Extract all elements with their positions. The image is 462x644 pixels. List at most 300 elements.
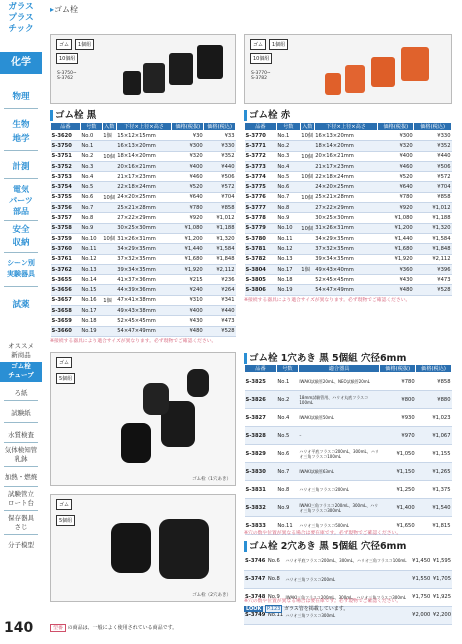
footer-note: 型番 の商品は、一般によく使用されている商品です。 [50,624,177,631]
breadcrumb: ▸ゴム栓 [50,5,79,14]
table-cell [102,326,116,336]
look-page-link[interactable]: P.123 [266,606,281,612]
table-cell: ¥215 [172,275,204,285]
table-cell: S-3655 [51,275,81,285]
table-cell: S-3833 [245,517,277,535]
table-cell [102,306,116,316]
table-cell: No.4 [80,172,102,182]
section-title-black: ゴム栓 黒 [50,107,96,121]
table-cell: S-3760 [51,244,81,254]
table-row [51,203,236,213]
table-row [245,223,452,233]
table-row [245,264,452,274]
table-cell: No.18 [276,275,300,285]
table-cell: ¥400 [172,306,204,316]
table-cell: ¥1,450 [411,552,432,570]
table-row [245,192,452,202]
table-cell: ¥1,750 [411,588,432,606]
table-row [245,182,452,192]
table-row [245,499,452,517]
table-cell: ¥1,848 [414,244,452,254]
table-cell: 16×13×20mm [314,131,378,141]
table-cell: ¥1,584 [204,244,236,254]
table-cell: No.6 [276,445,298,463]
one-hole-table: 品番 号数 適合器具 価格(税抜) 価格(税込) S-3825 No.1 IWAKI試験管20mL、NEO試験管20mL ¥780 ¥858 S-3826 No.2 18mm試験管用、ハリオ丸底フラスコ100mL ¥800 ¥880 S-3827 No.4 IWAKI試験管50mL ¥930 ¥1,023 S-3828 No.5 – ¥970 ¥1,067 S-3829 No.6 ハリオ平底フラスコ200mL、300mL、ハリオ三角フラスコ100mL ¥1,050 ¥1,155 S-3830 No.7 IWAKI試験管63mL ¥1,150 ¥1,265 S-3831 No.8 ハリオ三角フラスコ200mL ¥1,250 ¥1,375 S-3832 No.9 IWAKI三角フラスコ200mL、300mL、ハリオ三角フラスコ300mL ¥1,400 ¥1,540 S-3833 No.11 ハリオ三角フラスコ500mL ¥1,650 ¥1,815 [244,364,452,535]
one-hole-note: ※穴の数や位置が異なる場合は要在庫です。必ず現物でご確認ください。 [244,531,402,536]
table-row [51,233,236,243]
table-cell: 10個 [300,192,314,202]
table-cell: S-3832 [245,499,277,517]
table-cell: No.3 [276,151,300,161]
table-cell: ¥396 [414,264,452,274]
sidebar-item-safety[interactable]: 安全 収納 [12,225,30,248]
table-cell [300,161,314,171]
table-cell: 10個 [102,192,116,202]
table-cell: S-3658 [51,306,81,316]
table-cell: 18×14×20mm [314,141,378,151]
table-cell: No.6 [276,182,300,192]
table-row [51,244,236,254]
table-cell: ¥320 [378,141,414,151]
table-cell: No.18 [80,316,102,326]
table-cell: ¥920 [172,213,204,223]
table-cell: ¥1,023 [416,409,452,427]
table-cell [102,141,116,151]
table-cell: 25×21×28mm [116,203,172,213]
table-cell: No.1 [276,131,300,141]
table-cell: IWAKI三角フラスコ200mL、300mL、ハリオ三角フラスコ300mL [298,499,379,517]
table-cell [300,244,314,254]
table-cell: ¥704 [204,192,236,202]
table-cell: 44×39×36mm [116,285,172,295]
table-cell: No.7 [276,463,298,481]
table-row [245,481,452,499]
table-row [51,161,236,171]
table-row [51,192,236,202]
photo-caption: ゴム栓（2穴あき） [192,593,231,598]
sidebar-item-reagent[interactable]: 試薬 [12,300,30,310]
table-cell: S-3656 [51,285,81,295]
table-cell: S-3757 [51,213,81,223]
table-cell: S-3830 [245,463,277,481]
table-cell: No.10 [80,233,102,243]
table-cell: No.17 [80,306,102,316]
table-row [245,161,452,171]
sidebar-sub-filter[interactable]: ろ紙 [14,389,28,397]
table-cell: ハリオ平底フラスコ200mL、300mL、ハリオ三角フラスコ100mL [298,445,379,463]
table-cell: No.5 [80,182,102,192]
table-cell [102,244,116,254]
table-cell: ¥880 [416,391,452,409]
table-cell: ¥1,815 [416,517,452,535]
table-cell [102,316,116,326]
pack-tag: 1個組 [269,39,288,50]
table-cell: No.10 [276,223,300,233]
section-title-1hole: ゴム栓 1穴あき 黒 5個組 穴径6mm [244,350,406,364]
section-title-2hole: ゴム栓 2穴あき 黒 5個組 穴径6mm [244,538,406,552]
table-cell: S-3754 [51,182,81,192]
table-cell: No.11 [276,517,298,535]
table-row [51,254,236,264]
table-cell: ¥1,680 [378,244,414,254]
table-cell: ¥480 [172,326,204,336]
table-cell: ¥1,705 [431,570,452,588]
table-cell: 31×26×31mm [116,233,172,243]
table-cell: ¥640 [172,192,204,202]
table-cell: ¥320 [172,151,204,161]
sidebar-sub-heating[interactable]: 加熱・燃焼 [4,473,38,481]
table-cell: No.19 [80,326,102,336]
table-row [51,306,236,316]
table-cell: 18mm試験管用、ハリオ丸底フラスコ100mL [298,391,379,409]
table-cell: 27×22×29mm [314,203,378,213]
table-cell: S-3751 [51,151,81,161]
table-cell: ¥1,440 [172,244,204,254]
table-cell: 1個 [300,264,314,274]
table-cell: ¥1,012 [414,203,452,213]
table-cell: No.16 [80,295,102,305]
table-cell: No.8 [80,213,102,223]
sidebar-item-chemistry[interactable]: 化学 [0,52,42,74]
table-cell: ¥1,584 [414,233,452,243]
table-cell: 47×41×38mm [116,295,172,305]
table-cell: 25×21×28mm [314,192,378,202]
table-cell: 1個 [102,295,116,305]
table-cell: S-3781 [245,244,277,254]
table-cell: IWAKI試験管20mL、NEO試験管20mL [298,373,379,391]
table-cell: 49×43×40mm [314,264,378,274]
table-row [245,285,452,295]
table-cell: ¥1,440 [378,233,414,243]
sidebar-sub-gas[interactable]: 気体検知管 乳鉢 [4,446,38,463]
sidebar-sub-new[interactable]: オススメ 新商品 [8,342,34,359]
table-cell: S-3620 [51,131,81,141]
table-cell: ¥2,000 [411,606,432,624]
table-cell: ¥1,200 [172,233,204,243]
table-row [244,552,452,570]
product-photo-black [50,34,236,104]
material-tag: ゴム [56,39,72,50]
table-cell: 20×16×21mm [314,151,378,161]
sidebar [0,0,42,644]
table-cell: ¥1,150 [380,463,416,481]
table-cell [102,203,116,213]
table-cell: No.2 [276,391,298,409]
table-cell: No.0 [80,131,102,141]
table-cell: ¥1,188 [204,223,236,233]
table-row [51,275,236,285]
table-cell: ¥2,112 [204,264,236,274]
two-hole-note: ※穴の数や位置が異なる場合は要在庫です。必ず現物でご確認ください。 [244,599,402,604]
table-row [51,213,236,223]
table-row [51,223,236,233]
table-cell: 1個 [102,131,116,141]
table-row [51,172,236,182]
red-note: ※接続する器具により適合サイズが異なります。必ず現物でご確認ください。 [244,298,411,303]
table-cell: 16×13×20mm [116,141,172,151]
table-cell: 18×14×20mm [116,151,172,161]
sidebar-item-measurement[interactable]: 計測 [12,162,30,172]
table-cell: ¥300 [378,131,414,141]
sidebar-sub-water[interactable]: 水質検査 [8,431,34,439]
product-photo-red [244,34,452,104]
black-stopper-table: 品番 号数 入数 下径×上径×高さ 価格(税抜) 価格(税込) S-3620 No.0 1個 15×12×15mm ¥30 ¥33 S-3750 No.1 16×13×20mm ¥300 ¥330 S-3751 No.2 10個 18×14×20mm ¥320 ¥352 S-3752 No.3 20×16×21mm ¥400 ¥440 S-3753 No.4 21×17×23mm ¥460 ¥506 S-3754 No.5 22×18×24mm ¥520 ¥572 S-3755 No.6 10個 24×20×25mm ¥640 ¥704 S-3756 No.7 25×21×28mm ¥780 ¥858 S-3757 No.8 27×22×29mm ¥920 ¥1,012 S-3758 No.9 30×25×30mm ¥1,080 ¥1,188 S-3759 No.10 10個 31×26×31mm ¥1,200 ¥1,320 S-3760 No.11 34×29×35mm ¥1,440 ¥1,584 S-3761 No.12 37×32×35mm ¥1,680 ¥1,848 S-3762 No.13 39×34×35mm ¥1,920 ¥2,112 S-3655 No.14 41×37×36mm ¥215 ¥236 S-3656 No.15 44×39×36mm ¥240 ¥264 S-3657 No.16 1個 47×41×38mm ¥310 ¥341 S-3658 No.17 49×43×38mm ¥400 ¥440 S-3659 No.18 52×45×45mm ¥430 ¥473 S-3660 No.19 54×47×49mm ¥480 ¥528 [50,122,236,337]
material-tag: ゴム [250,39,266,50]
section-title-red: ゴム栓 赤 [244,107,290,121]
table-cell: ¥341 [204,295,236,305]
table-cell: S-3777 [245,203,277,213]
table-cell: S-3770 [245,131,277,141]
table-row [51,326,236,336]
black-note: ※接続する器具により適合サイズが異なります。必ず現物でご確認ください。 [50,339,217,344]
table-cell: ¥473 [204,316,236,326]
table-cell: ¥1,680 [172,254,204,264]
table-cell: S-3657 [51,295,81,305]
table-cell: S-3782 [245,254,277,264]
table-cell: IWAKI試験管50mL [298,409,379,427]
table-cell: ¥1,080 [172,223,204,233]
table-cell: No.12 [80,254,102,264]
table-cell: ¥520 [172,182,204,192]
table-cell: No.8 [276,481,298,499]
table-cell: S-3752 [51,161,81,171]
table-cell: ¥264 [204,285,236,295]
table-cell: 37×32×35mm [314,244,378,254]
table-cell: IWAKI三角フラスコ200mL、300mL、ハリオ三角フラスコ300mL [285,588,411,606]
material-tag: ゴム [56,357,72,368]
table-row [245,203,452,213]
table-cell [102,254,116,264]
table-cell: 39×34×35mm [116,264,172,274]
table-cell [300,182,314,192]
table-cell: ¥2,200 [431,606,452,624]
table-cell: ¥858 [416,373,452,391]
sidebar-sub-stopper[interactable]: ゴム栓 チューブ [0,362,42,382]
table-cell: 52×45×45mm [314,275,378,285]
table-cell: 37×32×35mm [116,254,172,264]
table-cell: 22×18×24mm [314,172,378,182]
table-cell: 49×43×38mm [116,306,172,316]
table-cell: No.8 [276,203,300,213]
table-cell: ¥33 [204,131,236,141]
table-cell [300,254,314,264]
table-cell: ¥1,250 [380,481,416,499]
table-cell: ¥400 [378,151,414,161]
table-cell: 34×29×35mm [314,233,378,243]
table-cell: ハリオ平底フラスコ200mL、300mL、ハリオ三角フラスコ100mL [285,552,411,570]
table-row [245,213,452,223]
table-cell: S-3829 [245,445,277,463]
table-cell: ¥480 [378,285,414,295]
table-cell: ¥30 [172,131,204,141]
table-cell: ¥1,067 [416,427,452,445]
table-cell: S-3804 [245,264,277,274]
sidebar-sub-molecule[interactable]: 分子模型 [8,541,34,549]
table-cell: ¥430 [172,316,204,326]
table-cell: S-3828 [245,427,277,445]
table-cell: No.4 [276,161,300,171]
table-cell: No.12 [276,244,300,254]
material-tag: ゴム [56,499,72,510]
table-cell: 24×20×25mm [314,182,378,192]
table-cell: No.6 [267,552,285,570]
table-cell: ¥1,848 [204,254,236,264]
table-cell: ¥1,920 [378,254,414,264]
pack-tag-10: 10個組 [250,53,272,64]
table-cell: No.9 [80,223,102,233]
table-cell: ¥360 [378,264,414,274]
footer-mark: 型番 [50,624,66,632]
table-cell: 10個 [300,131,314,141]
table-cell: ¥440 [204,306,236,316]
table-cell: ¥352 [204,151,236,161]
table-cell [102,172,116,182]
table-cell: No.17 [276,264,300,274]
table-cell: ¥473 [414,275,452,285]
table-cell: 31×26×31mm [314,223,378,233]
table-cell: S-3755 [51,192,81,202]
table-cell: No.4 [276,409,298,427]
table-cell [300,141,314,151]
table-cell: No.9 [276,213,300,223]
sidebar-sub-storage[interactable]: 保存器具 さじ [8,514,34,531]
table-row [51,182,236,192]
table-cell: ¥920 [378,203,414,213]
table-cell: 15×12×15mm [116,131,172,141]
table-cell [102,213,116,223]
table-cell: ¥330 [204,141,236,151]
table-cell: S-3779 [245,223,277,233]
table-cell: ¥572 [204,182,236,192]
table-row [245,391,452,409]
table-cell: ¥572 [414,172,452,182]
sidebar-sub-testpaper[interactable]: 試験紙 [11,409,31,417]
table-cell: ¥1,540 [416,499,452,517]
table-cell [102,182,116,192]
table-cell: ¥1,595 [431,552,452,570]
table-cell: 27×22×29mm [116,213,172,223]
sidebar-sub-rack[interactable]: 試験管立 ロート台 [8,490,34,507]
table-cell: ¥506 [204,172,236,182]
sidebar-item-scene[interactable]: シーン別 実験器具 [7,259,35,278]
table-cell: ¥780 [378,192,414,202]
table-cell: ¥780 [380,373,416,391]
table-cell: ¥1,012 [204,213,236,223]
table-cell: No.11 [80,244,102,254]
table-cell: 24×20×25mm [116,192,172,202]
table-cell: No.7 [80,203,102,213]
table-cell: S-3773 [245,161,277,171]
table-row [51,316,236,326]
table-cell: S-3806 [245,285,277,295]
table-cell: No.2 [80,151,102,161]
table-cell: ¥1,050 [380,445,416,463]
table-row [245,254,452,264]
table-row [51,141,236,151]
table-cell: 10個 [300,151,314,161]
table-cell: ¥800 [380,391,416,409]
table-cell: S-3831 [245,481,277,499]
table-row [245,275,452,285]
table-row [245,244,452,254]
table-cell: ¥528 [204,326,236,336]
table-cell: ¥1,080 [378,213,414,223]
sidebar-top-glass[interactable]: ガラス プラス チック [8,2,34,34]
table-cell: ¥300 [172,141,204,151]
table-cell: S-3778 [245,213,277,223]
look-badge: LOOK [246,606,262,612]
table-cell: ¥440 [204,161,236,171]
table-cell: S-3780 [245,233,277,243]
table-cell: No.9 [267,588,285,606]
table-row [245,427,452,445]
table-cell: ¥1,920 [172,264,204,274]
table-cell: S-3746 [244,552,267,570]
table-cell: ¥440 [414,151,452,161]
table-row [51,264,236,274]
table-cell: S-3749 [244,606,267,624]
table-cell: ¥1,650 [380,517,416,535]
table-cell: 10個 [102,233,116,243]
table-cell: 10個 [300,223,314,233]
table-cell [300,203,314,213]
sidebar-item-electric[interactable]: 電気 パーツ 部品 [9,185,33,216]
table-cell: 34×29×35mm [116,244,172,254]
table-cell: ¥1,375 [416,481,452,499]
table-cell: ¥528 [414,285,452,295]
table-cell: 21×17×23mm [116,172,172,182]
table-cell: 10個 [102,151,116,161]
table-cell: S-3747 [244,570,267,588]
table-cell: ¥1,188 [414,213,452,223]
table-cell: ¥1,400 [380,499,416,517]
table-cell: 52×45×45mm [116,316,172,326]
table-cell: S-3758 [51,223,81,233]
photo-caption: ゴム栓（1穴あき） [192,477,231,482]
table-cell: S-3660 [51,326,81,336]
table-cell: ¥400 [172,161,204,171]
table-cell: ¥520 [378,172,414,182]
table-cell: No.8 [267,570,285,588]
table-cell: ¥1,925 [431,588,452,606]
table-cell: ¥858 [414,192,452,202]
table-cell: No.2 [276,141,300,151]
table-cell: No.9 [276,499,298,517]
table-row [51,285,236,295]
table-cell: S-3772 [245,151,277,161]
table-cell: No.1 [80,141,102,151]
table-cell: ¥460 [378,161,414,171]
table-row [245,373,452,391]
sidebar-item-biology[interactable]: 生物 地学 [12,120,30,144]
table-cell: IWAKI試験管63mL [298,463,379,481]
table-cell: S-3659 [51,316,81,326]
sidebar-item-physics[interactable]: 物理 [12,92,30,102]
table-cell: ¥236 [204,275,236,285]
table-row [245,409,452,427]
table-cell: S-3771 [245,141,277,151]
table-cell: 39×34×35mm [314,254,378,264]
table-cell: 41×37×36mm [116,275,172,285]
table-cell [300,233,314,243]
table-cell: S-3756 [51,203,81,213]
table-cell: ハリオ三角フラスコ300mL [285,606,411,624]
table-cell: S-3759 [51,233,81,243]
table-cell: No.19 [276,285,300,295]
table-cell: 21×17×23mm [314,161,378,171]
table-row [244,570,452,588]
table-cell: 54×47×49mm [314,285,378,295]
